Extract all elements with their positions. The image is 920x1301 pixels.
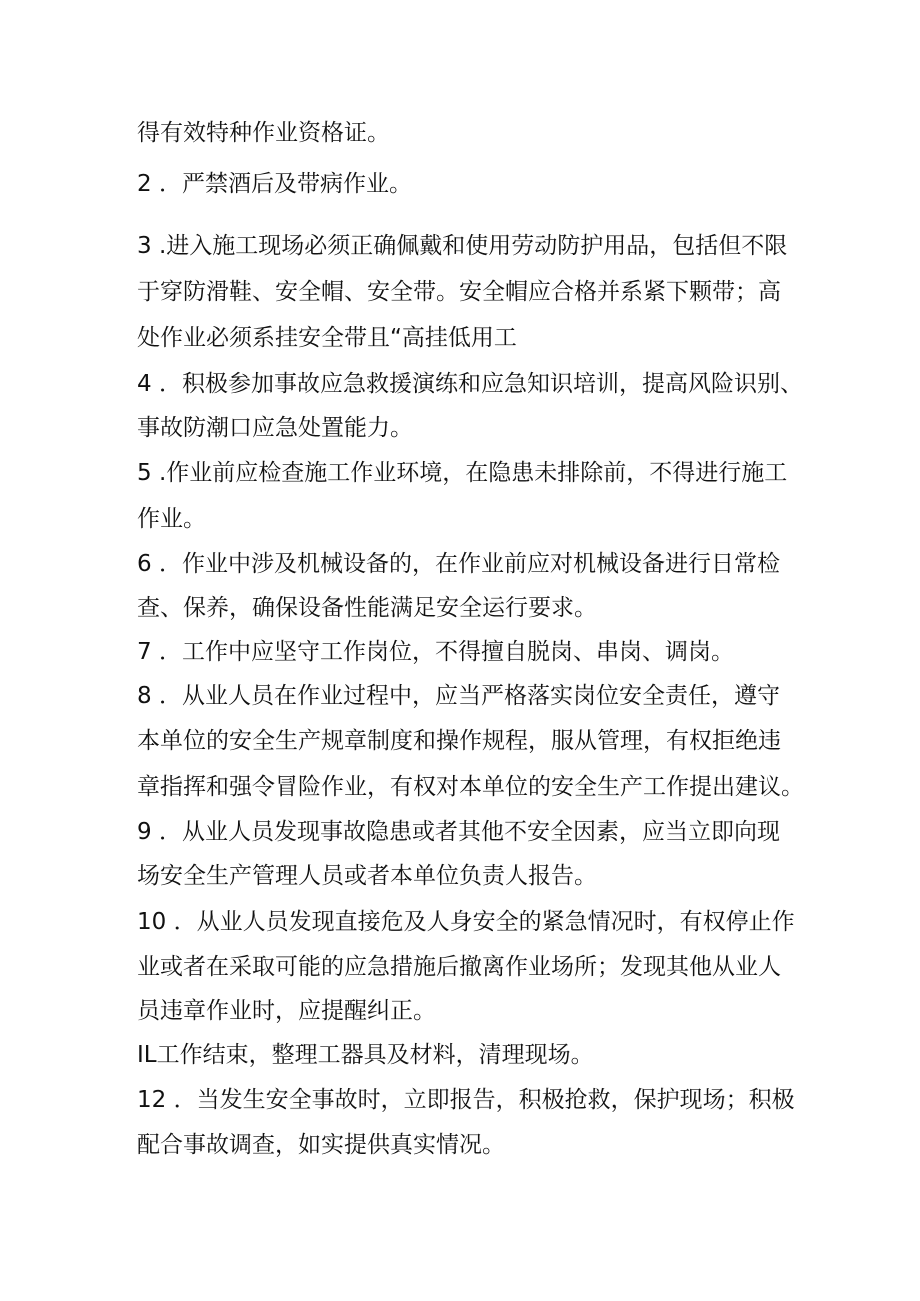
text-line: 6 ．作业中涉及机械设备的，在作业前应对机械设备进行日常检 bbox=[137, 551, 780, 577]
text-line: 3 .进入施工现场必须正确佩戴和使用劳动防护用品，包括但不限 bbox=[137, 233, 788, 259]
text-line: 2 ．严禁酒后及带病作业。 bbox=[137, 171, 412, 197]
text-line: 本单位的安全生产规章制度和操作规程，服从管理，有权拒绝违 bbox=[137, 728, 781, 754]
text-line: 处作业必须系挂安全带且“高挂低用工 bbox=[137, 325, 517, 351]
text-line: 章指挥和强令冒险作业，有权对本单位的安全生产工作提出建议。 bbox=[137, 774, 804, 800]
text-line: 得有效特种作业资格证。 bbox=[137, 120, 390, 146]
text-line: 4 ．积极参加事故应急救援演练和应急知识培训，提高风险识别、 bbox=[137, 371, 803, 397]
text-line: 作业。 bbox=[137, 506, 206, 532]
text-line: 查、保养，确保设备性能满足安全运行要求。 bbox=[137, 595, 597, 621]
text-line: 5 .作业前应检查施工作业环境，在隐患未排除前，不得进行施工 bbox=[137, 460, 788, 486]
text-line: 事故防潮口应急处置能力。 bbox=[137, 415, 413, 441]
text-line: IL工作结束，整理工器具及材料，清理现场。 bbox=[137, 1042, 594, 1068]
text-line: 10 ．从业人员发现直接危及人身安全的紧急情况时，有权停止作 bbox=[137, 909, 795, 935]
text-line: 7 ．工作中应坚守工作岗位，不得擅自脱岗、串岗、调岗。 bbox=[137, 639, 734, 665]
text-line: 8 ．从业人员在作业过程中，应当严格落实岗位安全责任，遵守 bbox=[137, 683, 780, 709]
text-line: 9 ．从业人员发现事故隐患或者其他不安全因素，应当立即向现 bbox=[137, 819, 780, 845]
text-line: 场安全生产管理人员或者本单位负责人报告。 bbox=[137, 863, 597, 889]
text-line: 配合事故调查，如实提供真实情况。 bbox=[137, 1132, 505, 1158]
text-line: 员违章作业时，应提醒纠正。 bbox=[137, 998, 436, 1024]
text-line: 业或者在采取可能的应急措施后撤离作业场所；发现其他从业人 bbox=[137, 954, 781, 980]
text-line: 于穿防滑鞋、安全帽、安全带。安全帽应合格并系紧下颗带；高 bbox=[137, 279, 781, 305]
text-line: 12 ．当发生安全事故时，立即报告，积极抢救，保护现场；积极 bbox=[137, 1087, 795, 1113]
